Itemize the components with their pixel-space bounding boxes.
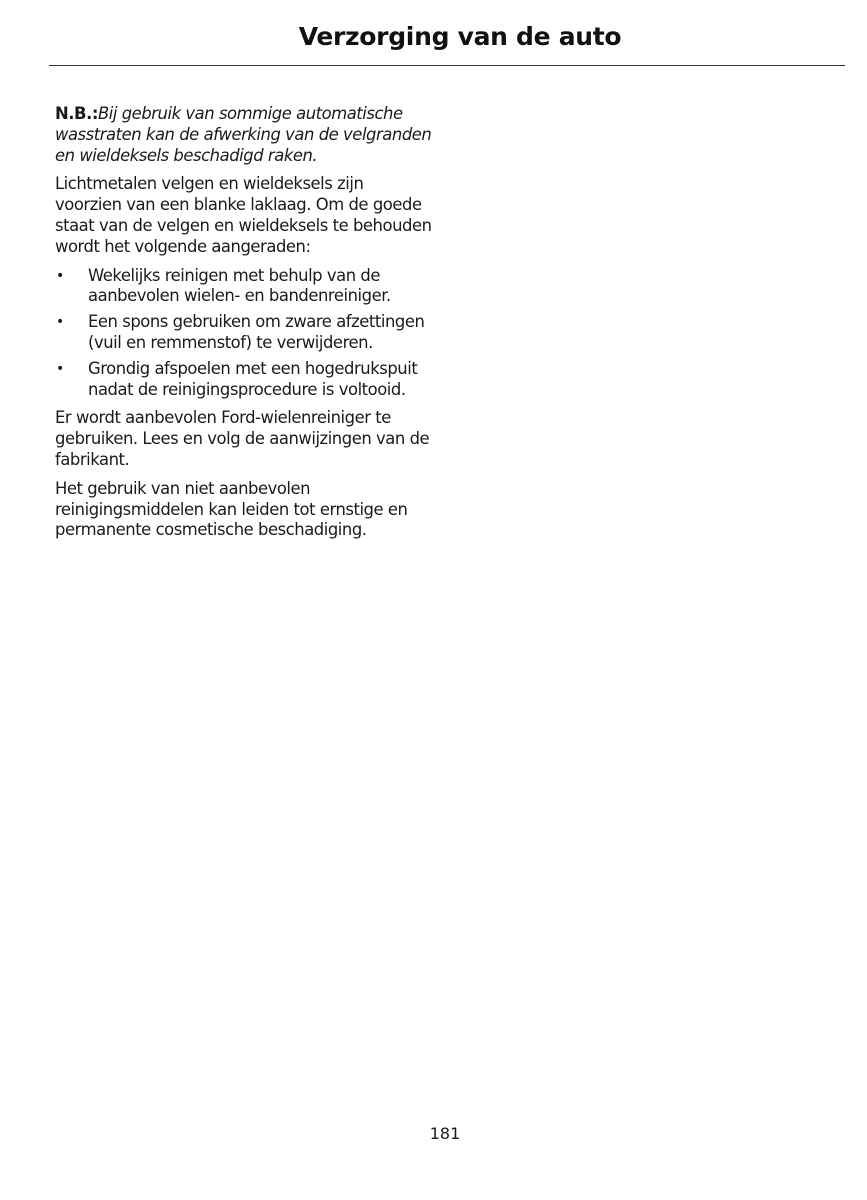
note-paragraph [55, 104, 433, 166]
note-label: N.B.: [55, 104, 98, 123]
list-item [55, 266, 433, 308]
list-item [55, 312, 433, 354]
list-item-text: Wekelijks reinigen met behulp van de aanbevolen wielen- en bandenreiniger. [88, 265, 391, 306]
list-item [55, 359, 433, 401]
care-instructions-list [55, 266, 433, 401]
bullet-icon: • [56, 314, 64, 331]
main-content [55, 104, 433, 549]
header-divider [49, 65, 845, 66]
bullet-icon: • [56, 360, 64, 377]
list-item-text: Grondig afspoelen met een hogedrukspuit nadat de reinigingsprocedure is voltooid. [88, 358, 418, 399]
intro-paragraph: Lichtmetalen velgen en wieldeksels zijn voorzien van een blanke laklaag. Om de goede staat van de velgen en wieldeksels te behouden wordt het volgende aangeraden: [55, 174, 432, 256]
page-number: 181 [429, 1124, 461, 1143]
list-item-text: Een spons gebruiken om zware afzettingen (vuil en remmenstof) te verwijderen. [88, 312, 425, 352]
page-title: Verzorging van de auto [298, 22, 622, 51]
recommendation-paragraph: Er wordt aanbevolen Ford-wielenreiniger te gebruiken. Lees en volg de aanwijzingen van de fabrikant. [55, 408, 430, 469]
warning-paragraph: Het gebruik van niet aanbevolen reinigingsmiddelen kan leiden tot ernstige en permanente cosmetische beschadiging. [55, 478, 408, 540]
note-text: Bij gebruik van sommige automatische wasstraten kan de afwerking van de velgranden en wieldeksels beschadigd raken. [55, 104, 432, 165]
page-header [0, 0, 867, 68]
bullet-icon: • [56, 267, 64, 284]
